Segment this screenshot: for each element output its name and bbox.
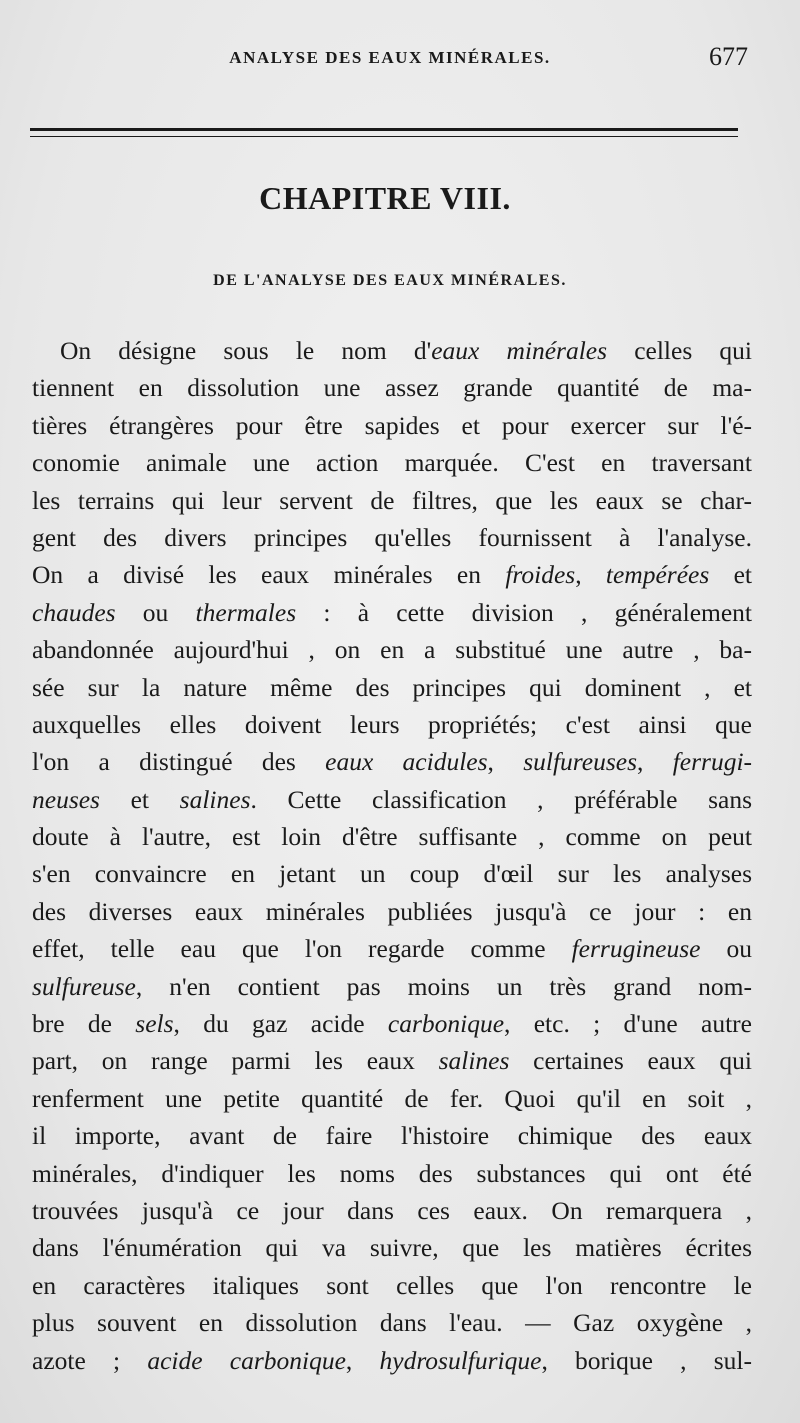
text-run: minérales, d'indiquer les noms des substances qui ont été	[32, 1158, 752, 1188]
text-line	[32, 519, 752, 556]
text-line	[32, 930, 752, 967]
text-run: effet, telle eau que l'on regarde comme	[32, 934, 572, 964]
italic-text: chaudes	[32, 597, 116, 627]
text-run: les terrains qui leur servent de filtres, que les eaux se char-	[32, 485, 752, 515]
text-run: auxquelles elles doivent leurs propriétés; c'est ainsi que	[32, 709, 752, 739]
text-run: ,	[575, 560, 606, 590]
text-run: certaines eaux qui	[509, 1046, 752, 1076]
header-rule-thin	[30, 136, 738, 137]
chapter-title: CHAPITRE VIII.	[259, 180, 511, 216]
text-run: et	[709, 560, 752, 590]
text-run: doute à l'autre, est loin d'être suffisante , comme on peut	[32, 822, 752, 852]
italic-text: tempérées	[605, 560, 710, 590]
text-line	[32, 1267, 752, 1304]
text-run: , du gaz acide	[173, 1009, 388, 1039]
text-line	[32, 1229, 752, 1266]
text-line	[32, 631, 752, 668]
text-line	[32, 706, 752, 743]
italic-text: salines	[438, 1046, 510, 1076]
text-line	[32, 407, 752, 444]
text-line	[32, 332, 752, 369]
text-run: . Cette classification , préférable sans	[250, 784, 752, 814]
text-run: sée sur la nature même des principes qui dominent , et	[32, 672, 752, 702]
text-run: dans l'énumération qui va suivre, que les matières écrites	[32, 1233, 752, 1263]
text-run: On désigne sous le nom d'	[60, 336, 432, 365]
text-run: ,	[345, 1345, 380, 1375]
text-line	[32, 482, 752, 519]
text-run: conomie animale une action marquée. C'est en traversant	[32, 448, 752, 478]
text-line	[32, 594, 752, 631]
italic-text: salines	[179, 784, 251, 814]
text-line	[32, 1117, 752, 1154]
italic-text: eaux minérales	[431, 336, 608, 365]
text-run: part, on range parmi les eaux	[32, 1046, 439, 1076]
text-line	[32, 781, 752, 818]
running-head	[0, 42, 800, 82]
text-line	[32, 556, 752, 593]
chapter-subtitle: DE L'ANALYSE DES EAUX MINÉRALES.	[213, 272, 567, 289]
body-paragraph	[32, 332, 752, 1379]
text-run: plus souvent en dissolution dans l'eau. — Gaz oxygène ,	[32, 1308, 752, 1338]
italic-text: sulfureuse	[32, 971, 136, 1001]
text-run: l'on a distingué des	[32, 747, 326, 777]
italic-text: ferrugi-	[672, 747, 752, 777]
text-run: : à cette division , généralement	[296, 597, 752, 627]
text-run: azote ;	[32, 1345, 148, 1375]
italic-text: froides	[505, 560, 576, 590]
italic-text: ferrugineuse	[571, 934, 701, 964]
text-run: , borique , sul-	[541, 1345, 752, 1375]
text-run: ou	[700, 934, 752, 964]
text-line	[32, 1042, 752, 1079]
italic-text: eaux acidules	[325, 747, 488, 777]
text-line	[32, 369, 752, 406]
text-line	[32, 743, 752, 780]
text-line	[32, 669, 752, 706]
italic-text: acide carbonique	[147, 1345, 346, 1375]
text-run: trouvées jusqu'à ce jour dans ces eaux. On remarquera ,	[32, 1195, 752, 1225]
text-line	[32, 818, 752, 855]
text-line	[32, 1155, 752, 1192]
text-line	[32, 968, 752, 1005]
text-run: renferment une petite quantité de fer. Quoi qu'il en soit ,	[32, 1083, 752, 1113]
italic-text: hydrosulfurique	[379, 1345, 542, 1375]
italic-text: thermales	[195, 597, 297, 627]
text-run: ,	[487, 747, 524, 777]
text-run: , etc. ; d'une autre	[504, 1009, 752, 1039]
text-line	[32, 893, 752, 930]
text-run: et	[99, 784, 180, 814]
text-line	[32, 1342, 752, 1379]
text-run: , n'en contient pas moins un très grand nom-	[135, 971, 752, 1001]
text-run: ,	[637, 747, 673, 777]
text-run: celles qui	[607, 336, 752, 365]
running-title: ANALYSE DES EAUX MINÉRALES.	[229, 48, 551, 67]
text-run: On a divisé les eaux minérales en	[32, 560, 506, 590]
italic-text: sels	[135, 1009, 174, 1039]
text-run: en caractères italiques sont celles que l'on rencontre le	[32, 1270, 752, 1300]
text-line	[32, 855, 752, 892]
text-line	[32, 1005, 752, 1042]
text-run: tières étrangères pour être sapides et pour exercer sur l'é-	[32, 410, 752, 440]
italic-text: sulfureuses	[523, 747, 638, 777]
text-run: tiennent en dissolution une assez grande quantité de ma-	[32, 373, 752, 403]
text-run: bre de	[32, 1009, 136, 1039]
header-rule-thick	[30, 128, 738, 131]
text-line	[32, 1304, 752, 1341]
text-run: ou	[115, 597, 196, 627]
text-line	[32, 444, 752, 481]
text-run: des diverses eaux minérales publiées jusqu'à ce jour : en	[32, 896, 752, 926]
text-run: il importe, avant de faire l'histoire chimique des eaux	[32, 1121, 752, 1151]
italic-text: neuses	[32, 784, 100, 814]
page-number: 677	[709, 42, 748, 71]
text-line	[32, 1080, 752, 1117]
italic-text: carbonique	[387, 1009, 505, 1039]
text-line	[32, 1192, 752, 1229]
text-run: abandonnée aujourd'hui , on en a substitué une autre , ba-	[32, 635, 752, 665]
text-run: gent des divers principes qu'elles fournissent à l'analyse.	[32, 522, 752, 552]
text-run: s'en convaincre en jetant un coup d'œil sur les analyses	[32, 859, 752, 889]
